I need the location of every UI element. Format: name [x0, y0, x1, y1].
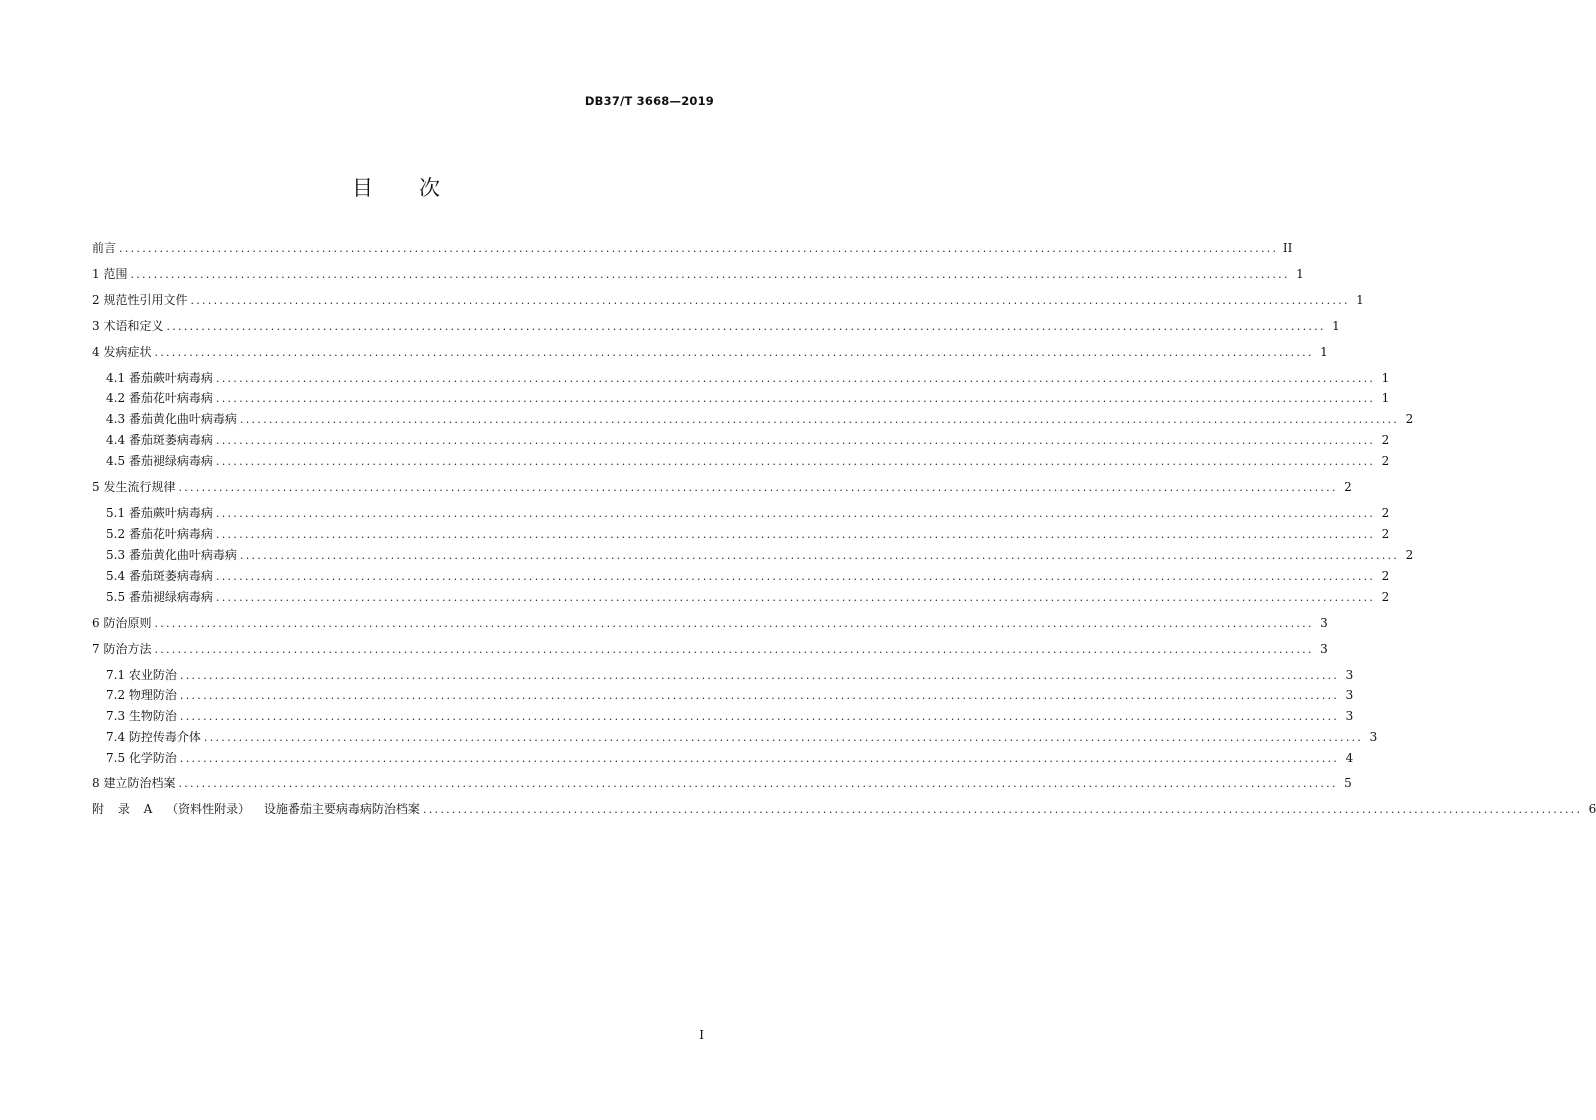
toc-leader-dots: ........................................................................................................................................................................................................ [190, 294, 1350, 307]
toc-entry-label: 4.1 番茄蕨叶病毒病 [106, 371, 213, 385]
toc-leader-dots: ........................................................................................................................................................................................................ [239, 549, 1400, 562]
toc-entry-label: 附 录 A （资料性附录） 设施番茄主要病毒病防治档案 [92, 802, 420, 816]
toc-entry[interactable] [106, 545, 1414, 565]
toc-entry-page: 2 [1381, 590, 1390, 604]
toc-entry-label: 8 建立防治档案 [92, 776, 176, 790]
toc-entry-label: 4.4 番茄斑萎病毒病 [106, 433, 213, 447]
toc-entry[interactable] [106, 665, 1354, 685]
toc-entry[interactable] [92, 238, 1293, 258]
toc-leader-dots: ........................................................................................................................................................................................................ [179, 710, 1340, 723]
toc-leader-dots: ........................................................................................................................................................................................................ [422, 803, 1583, 816]
toc-entry-label: 7.2 物理防治 [106, 688, 177, 702]
toc-entry-page: 2 [1344, 480, 1352, 494]
toc-entry[interactable] [106, 503, 1390, 523]
toc-entry-page: 6 [1588, 802, 1596, 816]
toc-entry-page: 2 [1405, 548, 1414, 562]
toc-entry-label: 5.5 番茄褪绿病毒病 [106, 590, 213, 604]
toc-leader-dots: ........................................................................................................................................................................................................ [154, 643, 1314, 656]
toc-entry[interactable] [92, 639, 1328, 659]
footer-page-number: I [699, 1028, 704, 1042]
toc-entry[interactable] [106, 451, 1390, 471]
toc-entry[interactable] [106, 566, 1390, 586]
toc-entry-label: 6 防治原则 [92, 616, 152, 630]
toc-entry-label: 4 发病症状 [92, 345, 152, 359]
toc-leader-dots: ........................................................................................................................................................................................................ [215, 372, 1376, 385]
toc-entry-label: 2 规范性引用文件 [92, 293, 188, 307]
toc-entry[interactable] [106, 727, 1378, 747]
toc-leader-dots: ........................................................................................................................................................................................................ [215, 507, 1376, 520]
toc-leader-dots: ........................................................................................................................................................................................................ [179, 669, 1340, 682]
toc-entry-label: 5.1 番茄蕨叶病毒病 [106, 506, 213, 520]
toc-entry[interactable] [92, 342, 1328, 362]
toc-entry-page: 3 [1320, 642, 1328, 656]
toc-entry-page: 1 [1296, 267, 1304, 281]
toc-entry-label: 7.3 生物防治 [106, 709, 177, 723]
toc-entry-label: 前言 [92, 241, 117, 255]
toc-entry[interactable] [106, 524, 1390, 544]
toc-entry-page: 2 [1381, 454, 1390, 468]
toc-entry-label: 5.2 番茄花叶病毒病 [106, 527, 213, 541]
toc-leader-dots: ........................................................................................................................................................................................................ [215, 570, 1376, 583]
toc-entry[interactable] [106, 587, 1390, 607]
toc-entry-label: 1 范围 [92, 267, 128, 281]
toc-entry-page: 1 [1332, 319, 1340, 333]
toc-entry-page: 3 [1320, 616, 1328, 630]
toc-entry[interactable] [92, 316, 1340, 336]
toc-entry-page: 5 [1344, 776, 1352, 790]
toc-entry-page: 2 [1405, 412, 1414, 426]
toc-leader-dots: ........................................................................................................................................................................................................ [179, 689, 1340, 702]
page-title: 目次 [352, 176, 486, 200]
toc-entry-page: 2 [1381, 569, 1390, 583]
toc-entry-page: 2 [1381, 506, 1390, 520]
toc-leader-dots: ........................................................................................................................................................................................................ [215, 455, 1376, 468]
toc-leader-dots: ........................................................................................................................................................................................................ [239, 413, 1400, 426]
toc-entry-label: 3 术语和定义 [92, 319, 164, 333]
toc-entry-label: 5 发生流行规律 [92, 480, 176, 494]
toc-entry-page: 1 [1356, 293, 1364, 307]
toc-leader-dots: ........................................................................................................................................................................................................ [215, 528, 1376, 541]
toc-entry[interactable] [106, 409, 1414, 429]
toc-entry[interactable] [106, 388, 1390, 408]
toc-entry-page: 1 [1381, 371, 1390, 385]
toc-entry-label: 7.5 化学防治 [106, 751, 177, 765]
toc-leader-dots: ........................................................................................................................................................................................................ [130, 268, 1290, 281]
toc-entry[interactable] [106, 706, 1354, 726]
toc-entry-label: 5.3 番茄黄化曲叶病毒病 [106, 548, 237, 562]
toc-entry[interactable] [106, 685, 1354, 705]
toc-entry[interactable] [106, 430, 1390, 450]
toc-entry-page: 3 [1345, 668, 1354, 682]
toc-entry-page: II [1282, 241, 1293, 255]
toc-leader-dots: ........................................................................................................................................................................................................ [119, 242, 1279, 255]
toc-entry-page: 3 [1369, 730, 1378, 744]
toc-leader-dots: ........................................................................................................................................................................................................ [154, 617, 1314, 630]
toc-entry[interactable] [92, 477, 1352, 497]
toc-entry-page: 3 [1345, 688, 1354, 702]
toc-entry[interactable] [92, 799, 1596, 819]
standard-code: DB37/T 3668—2019 [584, 94, 714, 108]
toc-entry-page: 2 [1381, 527, 1390, 541]
toc-entry[interactable] [92, 290, 1364, 310]
toc-entry-page: 3 [1345, 709, 1354, 723]
toc-entry-label: 4.5 番茄褪绿病毒病 [106, 454, 213, 468]
toc-entry-label: 5.4 番茄斑萎病毒病 [106, 569, 213, 583]
toc-entry-label: 4.3 番茄黄化曲叶病毒病 [106, 412, 237, 426]
toc-entry-page: 1 [1320, 345, 1328, 359]
toc-entry[interactable] [92, 613, 1328, 633]
toc-entry[interactable] [106, 748, 1354, 768]
toc-entry-page: 4 [1345, 751, 1354, 765]
toc-entry[interactable] [92, 773, 1352, 793]
toc-leader-dots: ........................................................................................................................................................................................................ [215, 392, 1376, 405]
toc-leader-dots: ........................................................................................................................................................................................................ [154, 346, 1314, 359]
toc-entry-page: 2 [1381, 433, 1390, 447]
toc-leader-dots: ........................................................................................................................................................................................................ [215, 591, 1376, 604]
toc-leader-dots: ........................................................................................................................................................................................................ [215, 434, 1376, 447]
toc-entry-label: 4.2 番茄花叶病毒病 [106, 391, 213, 405]
toc-entry-page: 1 [1381, 391, 1390, 405]
toc-entry-label: 7 防治方法 [92, 642, 152, 656]
toc-leader-dots: ........................................................................................................................................................................................................ [203, 731, 1364, 744]
toc-entry[interactable] [92, 264, 1304, 284]
toc-leader-dots: ........................................................................................................................................................................................................ [166, 320, 1326, 333]
toc-leader-dots: ........................................................................................................................................................................................................ [179, 752, 1340, 765]
toc-entry-label: 7.4 防控传毒介体 [106, 730, 201, 744]
toc-entry-label: 7.1 农业防治 [106, 668, 177, 682]
toc-entry[interactable] [106, 368, 1390, 388]
toc-leader-dots: ........................................................................................................................................................................................................ [178, 777, 1338, 790]
toc-leader-dots: ........................................................................................................................................................................................................ [178, 481, 1338, 494]
